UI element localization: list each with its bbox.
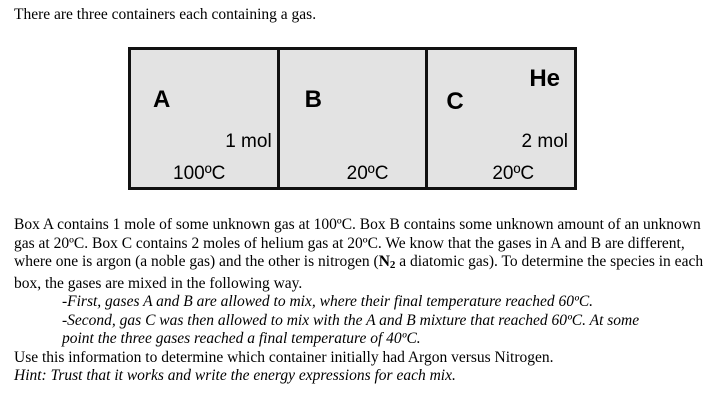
container-c-temperature: 20ºC: [492, 163, 535, 184]
container-a-temperature: 100ºC: [173, 163, 226, 184]
description-part-2: a diatomic gas). To determine the species in each box, the gases are mixed in the following way.: [14, 253, 704, 292]
container-a-label: A: [153, 86, 171, 113]
container-a: [131, 50, 277, 187]
container-c-label: C: [446, 88, 464, 115]
step-2-line-1: -Second, gas C was then allowed to mix with the A and B mixture that reached 60ºC. At some: [62, 311, 640, 329]
step-2-line-2: point the three gases reached a final temperature of 40ºC.: [62, 330, 421, 347]
step-1: -First, gases A and B are allowed to mix, where their final temperature reached 60ºC.: [62, 293, 594, 310]
container-b: [277, 50, 426, 187]
description-part-1: Box A contains 1 mole of some unknown gas at 100ºC. Box B contains some unknown amount of an unknown gas at 20ºC. Box C contains 2 moles of helium gas at 20ºC. We know that the gases in A and B are different, where one is argon (a noble gas) and the other is nitrogen (: [14, 216, 701, 270]
intro-text: There are three containers each containing a gas.: [14, 6, 317, 23]
container-b-temperature: 20ºC: [346, 163, 389, 184]
container-diagram: [128, 47, 577, 190]
nitrogen-symbol: N: [378, 253, 390, 270]
container-a-amount: 1 mol: [225, 131, 272, 152]
problem-text: [14, 216, 714, 386]
hint-text: Hint: Trust that it works and write the energy expressions for each mix.: [14, 367, 456, 384]
nitrogen-subscript: 2: [389, 259, 396, 271]
container-c-amount: 2 mol: [521, 131, 569, 152]
container-c: [425, 50, 574, 187]
nitrogen-formula: [379, 253, 396, 270]
container-c-gas: He: [529, 65, 561, 92]
container-b-label: B: [304, 86, 323, 113]
question-text: Use this information to determine which container initially had Argon versus Nitrogen.: [14, 348, 554, 366]
problem-description: [14, 216, 714, 293]
